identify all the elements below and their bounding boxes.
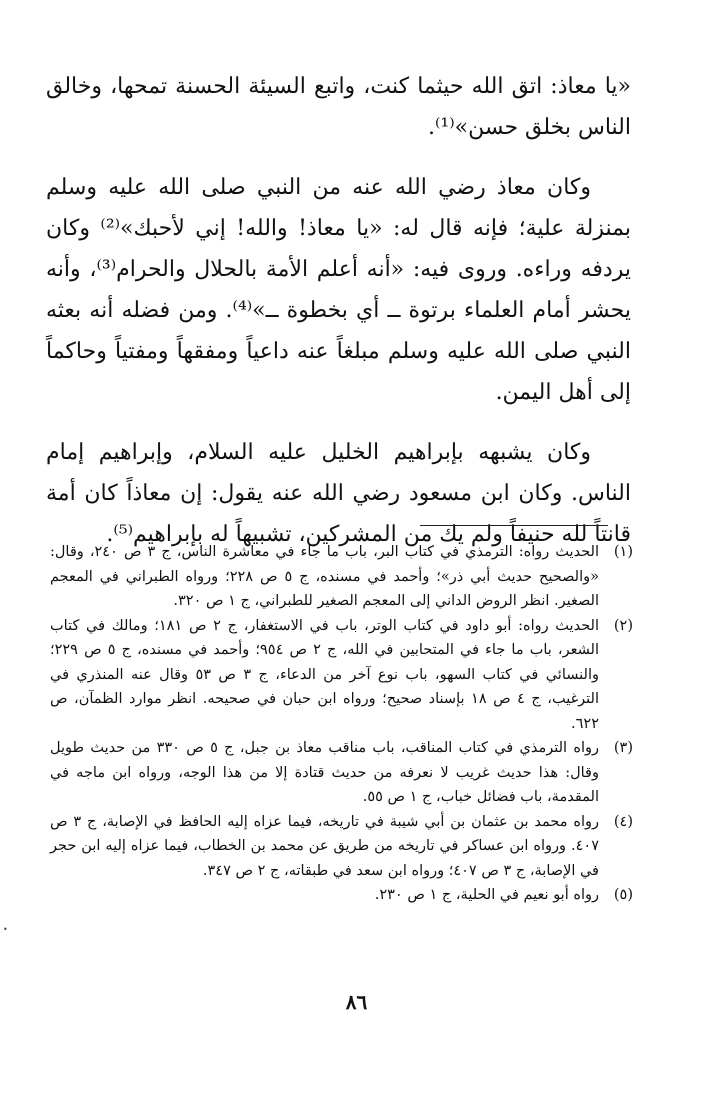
footnote-text: رواه أبو نعيم في الحلية، ج ١ ص ٢٣٠. xyxy=(374,887,599,903)
footnote-number: (٥) xyxy=(613,887,633,903)
page-number: ٨٦ xyxy=(345,990,368,1014)
footnote-number: (٤) xyxy=(613,813,633,830)
paragraph-2: وكان معاذ رضي الله عنه من النبي صلى الله عليه وسلم بمنزلة علية؛ فإنه قال له: «يا معاذ! والله! إني لأحبك»⁽²⁾ وكان يردفه وراءه. وروى فيه: «أنه أعلم الأمة بالحلال والحرام⁽³⁾، وأنه يحشر أمام العلماء برتوة ــ أي بخطوة ــ»⁽⁴⁾. ومن فضله أنه بعثه النبي صلى الله عليه وسلم مبلغاً عنه داعياً ومفقهاً ومفتياً وحاكماً إلى أهل اليمن. xyxy=(46,175,631,405)
footnote-divider xyxy=(420,525,608,526)
footnote-3 xyxy=(50,736,633,810)
footnote-number: (١) xyxy=(613,544,633,560)
footnote-5 xyxy=(50,883,633,908)
footnote-text: الحديث رواه: الترمذي في كتاب البر، باب ما جاء في معاشرة الناس، ج ٣ ص ٢٤٠، وقال: «والصحيح حديث أبي ذر»؛ وأحمد في مسنده، ج ٥ ص ٢٢٨؛ ورواه الطبراني في المعجم الصغير. انظر الروض الداني إلى المعجم الصغير للطبراني، ج ١ ص ٣٢٠. xyxy=(50,544,600,609)
paragraph-1: «يا معاذ: اتق الله حيثما كنت، واتبع السيئة الحسنة تمحها، وخالق الناس بخلق حسن»⁽¹⁾. xyxy=(46,74,631,140)
footnote-text: رواه الترمذي في كتاب المناقب، باب مناقب معاذ بن جبل، ج ٥ ص ٣٣٠ من حديث طويل وقال: هذا حديث غريب لا نعرفه من حديث قتادة إلا من هذا الوجه، ورواه ابن ماجه في المقدمة، باب فضائل خباب، ج ١ ص ٥٥. xyxy=(50,740,600,805)
footnote-text: رواه محمد بن عثمان بن أبي شيبة في تاريخه، فيما عزاه إليه الحافظ في الإصابة، ج ٣ ص ٤٠٧. ورواه ابن عساكر في تاريخه من طريق عن محمد بن الخطاب، فيما عزاه إليه ابن حجر في الإصابة، ج ٣ ص ٤٠٧؛ ورواه ابن سعد في طبقاته، ج ٢ ص ٣٤٧. xyxy=(50,813,599,879)
footnote-4 xyxy=(50,810,633,884)
paragraph-3: وكان يشبهه بإبراهيم الخليل عليه السلام، وإبراهيم إمام الناس. وكان ابن مسعود رضي الله عنه يقول: إن معاذاً كان أمة قانتاً لله حنيفاً ولم يك من المشركين، تشبيهاً له بإبراهيم⁽⁵⁾. xyxy=(46,440,631,547)
footnote-text: الحديث رواه: أبو داود في كتاب الوتر، باب في الاستغفار، ج ٢ ص ١٨١؛ ومالك في كتاب الشعر، باب ما جاء في المتحابين في الله، ج ٢ ص ٩٥٤؛ وأحمد في مسنده، ج ٥ ص ٢٢٩؛ والنسائي في كتاب السهو، باب نوع آخر من الدعاء، ج ٣ ص ٥٣ وقال عنه المنذري في الترغيب، ج ٤ ص ١٨ بإسناد صحيح؛ ورواه ابن حبان في صحيحه. انظر موارد الظمآن، ص ٦٢٢. xyxy=(50,617,599,732)
footnote-2 xyxy=(50,614,633,737)
footnote-number: (٣) xyxy=(613,740,633,756)
main-text xyxy=(46,66,631,574)
scan-dot: • xyxy=(3,925,8,934)
footnote-1 xyxy=(50,540,633,614)
footnote-number: (٢) xyxy=(613,617,633,634)
footnotes xyxy=(50,540,633,908)
